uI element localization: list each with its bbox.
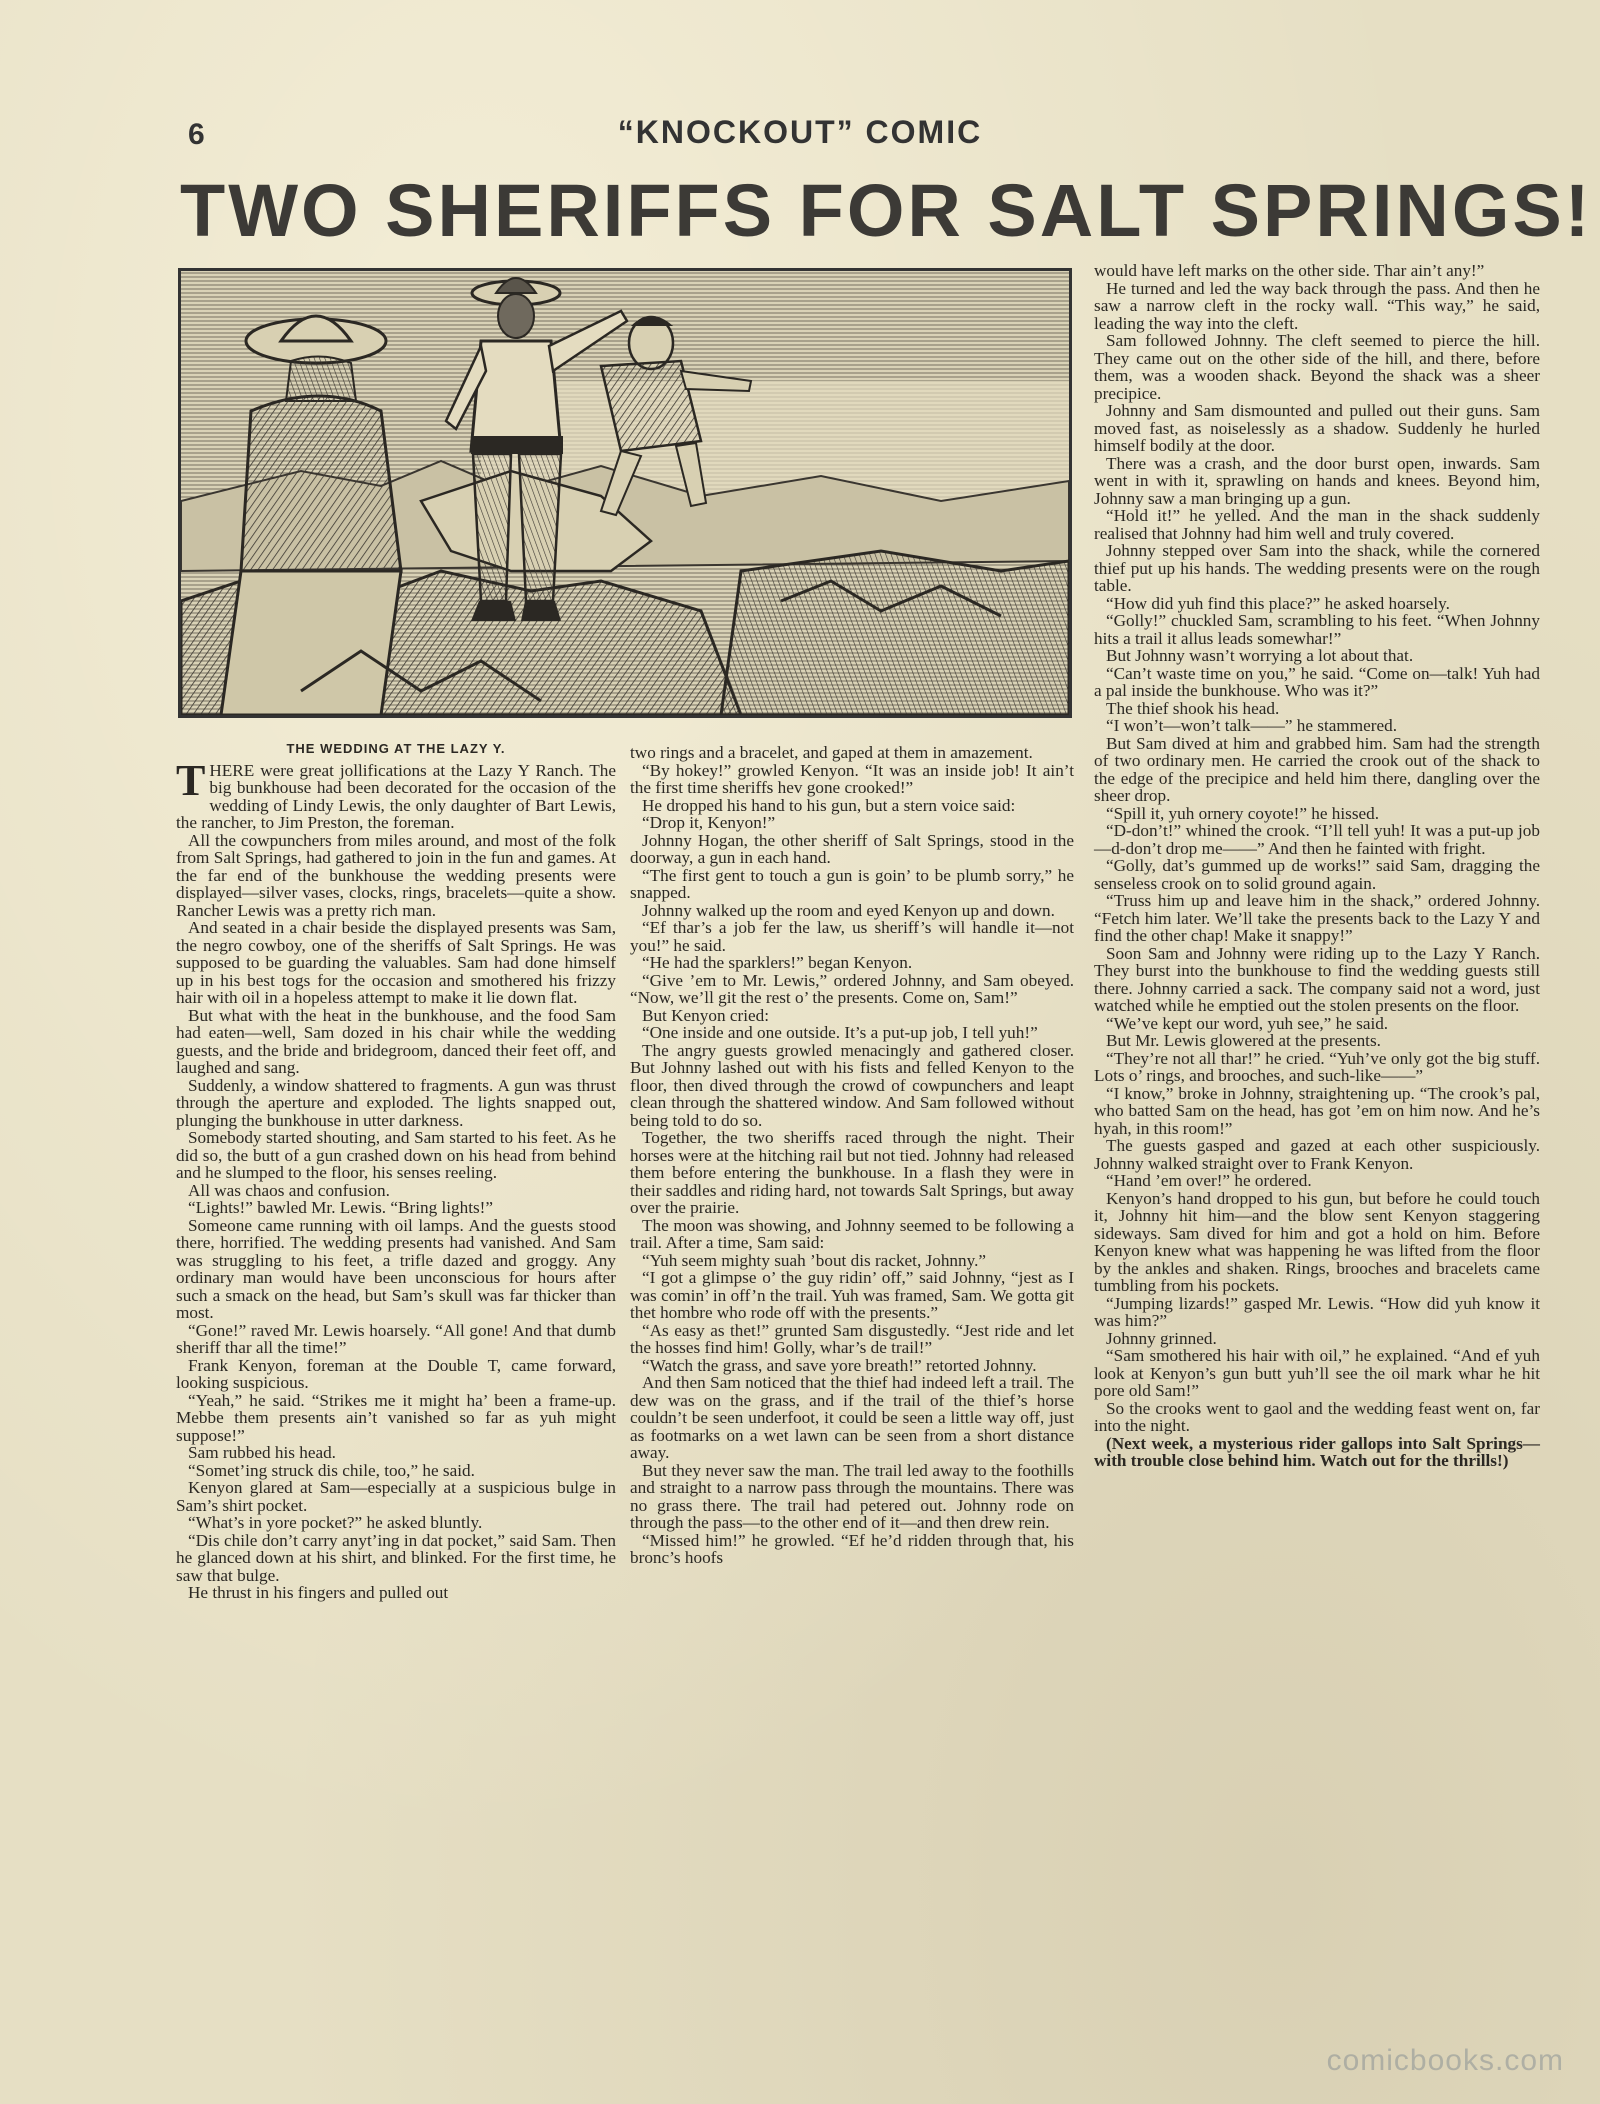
paragraph: “Yuh seem mighty suah ’bout dis racket, Johnny.” xyxy=(642,1250,986,1270)
paragraph: The thief shook his head. xyxy=(1106,698,1280,718)
paragraph: “By hokey!” growled Kenyon. “It was an inside job! It ain’t the first time sheriffs hev gone crooked!” xyxy=(630,760,1074,797)
paragraph: “Somet’ing struck dis chile, too,” he said. xyxy=(188,1460,475,1480)
page-number: 6 xyxy=(188,118,205,151)
paragraph: “I got a glimpse o’ the guy ridin’ off,” said Johnny, “jest as I was comin’ in off’n the trail. Yuh was framed, Sam. We gotta git thet hombre who rode off with the presents.” xyxy=(630,1268,1074,1322)
paragraph: “Watch the grass, and save yore breath!” retorted Johnny. xyxy=(642,1355,1037,1375)
paragraph: “Ef thar’s a job fer the law, us sheriff’s will handle it—not you!” he said. xyxy=(630,918,1074,955)
paragraph: He dropped his hand to his gun, but a stern voice said: xyxy=(642,795,1016,815)
paragraph: “Can’t waste time on you,” he said. “Come on—talk! Yuh had a pal inside the bunkhouse. Who was it?” xyxy=(1094,663,1540,700)
paragraph: “Spill it, yuh ornery coyote!” he hissed. xyxy=(1106,803,1380,823)
paragraph: Frank Kenyon, foreman at the Double T, came forward, looking suspicious. xyxy=(176,1355,616,1392)
paragraph: would have left marks on the other side. Thar ain’t any!” xyxy=(1094,261,1485,280)
paragraph: “We’ve kept our word, yuh see,” he said. xyxy=(1106,1013,1389,1033)
paragraph: Kenyon glared at Sam—especially at a suspicious bulge in Sam’s shirt pocket. xyxy=(176,1478,616,1515)
paragraph: Sam rubbed his head. xyxy=(188,1443,336,1462)
paragraph: “The first gent to touch a gun is goin’ to be plumb sorry,” he snapped. xyxy=(630,865,1074,902)
paragraph: But Sam dived at him and grabbed him. Sam had the strength of two ordinary men. He carried the crook out of the shack to the edge of the precipice and held him there, dangling over the sheer drop. xyxy=(1094,733,1540,805)
paragraph: “Gone!” raved Mr. Lewis hoarsely. “All gone! And that dumb sheriff thar all the time!” xyxy=(176,1320,616,1357)
running-head: “KNOCKOUT” COMIC xyxy=(617,114,983,150)
paragraph: There was a crash, and the door burst open, inwards. Sam went in with it, sprawling on hands and knees. Beyond him, Johnny saw a man bringing up a gun. xyxy=(1094,453,1540,508)
paragraph: He thrust in his fingers and pulled out xyxy=(188,1583,449,1602)
paragraph: “Golly, dat’s gummed up de works!” said Sam, dragging the senseless crook on to solid ground again. xyxy=(1094,856,1540,893)
drop-cap: T xyxy=(176,755,206,805)
paragraph: Johnny grinned. xyxy=(1106,1328,1217,1348)
paragraph: Kenyon’s hand dropped to his gun, but before he could touch it, Johnny hit him—and the blow sent Kenyon staggering sideways. Sam dived for him and got a hold on him. Before Kenyon knew what was happening he was lifted from the floor by the ankles and shaken. Rings, brooches and bracelets came tumbling from his pockets. xyxy=(1094,1188,1540,1295)
paragraph: But what with the heat in the bunkhouse, and the food Sam had eaten—well, Sam dozed in his chair while the wedding guests, and the bride and bridegroom, danced their feet off, and laughed and sang. xyxy=(176,1005,616,1077)
next-week-teaser: (Next week, a mysterious rider gallops into Salt Springs—with trouble close behind him. Watch out for the thrills!) xyxy=(1094,1433,1540,1470)
paragraph: Together, the two sheriffs raced through the night. Their horses were at the hitching rail but not tied. Johnny had released them before entering the bunkhouse. In a flash they were in their saddles and riding hard, not towards Salt Springs, but away over the prairie. xyxy=(630,1128,1074,1217)
section-head: THE WEDDING AT THE LAZY Y. xyxy=(286,741,506,756)
paragraph: THERE were great jollifications at the Lazy Y Ranch. The big bunkhouse had been decorated for the occasion of the wedding of Lindy Lewis, the only daughter of Bart Lewis, the rancher, to Jim Preston, the foreman. xyxy=(176,755,616,832)
paragraph: “I know,” broke in Johnny, straightening up. “The crook’s pal, who batted Sam on the head, has got ’em on him now. And he’s hyah, in this room!” xyxy=(1094,1083,1540,1138)
paragraph: Johnny walked up the room and eyed Kenyon up and down. xyxy=(642,900,1055,920)
paragraph: “Give ’em to Mr. Lewis,” ordered Johnny, and Sam obeyed. “Now, we’ll git the rest o’ the presents. Come on, Sam!” xyxy=(630,970,1074,1007)
paragraph: Johnny Hogan, the other sheriff of Salt Springs, stood in the doorway, a gun in each hand. xyxy=(630,830,1074,867)
paragraph: “Sam smothered his hair with oil,” he explained. “And ef yuh look at Kenyon’s gun butt yuh’ll see the oil mark whar he hit pore old Sam!” xyxy=(1094,1346,1540,1400)
paragraph: “He had the sparklers!” began Kenyon. xyxy=(642,953,913,972)
paragraph: “Drop it, Kenyon!” xyxy=(642,813,776,832)
paragraph: But they never saw the man. The trail led away to the foothills and straight to a narrow pass through the mountains. There was no grass there. The trail had petered out. Johnny rode on through the pass—to the other end of it—and then drew rein. xyxy=(630,1460,1074,1532)
text-column-2 xyxy=(630,744,1074,1567)
paragraph: Someone came running with oil lamps. And the guests stood there, horrified. The wedding presents had vanished. And Sam was struggling to his feet, a trifle dazed and groggy. Any ordinary man would have been unconscious for hours after such a smack on the head, but Sam’s skull was far thicker than most. xyxy=(176,1215,616,1322)
story-headline: TWO SHERIFFS FOR SALT SPRINGS! xyxy=(180,169,1593,252)
paragraph: And seated in a chair beside the displayed presents was Sam, the negro cowboy, one of the sheriffs of Salt Springs. He was supposed to be guarding the valuables. Sam had done himself up in his best togs for the occasion and smothered his frizzy hair with oil in a hopeless attempt to make it lie down flat. xyxy=(176,918,616,1007)
paragraph: “Hold it!” he yelled. And the man in the shack suddenly realised that Johnny had him well and truly covered. xyxy=(1094,506,1540,543)
paragraph: “D-don’t!” whined the crook. “I’ll tell yuh! It was a put-up job—d-don’t drop me——” And then he fainted with fright. xyxy=(1094,821,1540,858)
paragraph: All was chaos and confusion. xyxy=(188,1180,390,1200)
paragraph: “Missed him!” he growled. “Ef he’d ridden through that, his bronc’s hoofs xyxy=(630,1530,1074,1567)
paragraph: two rings and a bracelet, and gaped at them in amazement. xyxy=(630,743,1033,762)
paragraph: So the crooks went to gaol and the wedding feast went on, far into the night. xyxy=(1094,1398,1540,1435)
paragraph: But Mr. Lewis glowered at the presents. xyxy=(1106,1031,1381,1050)
text-column-1 xyxy=(176,740,616,1602)
paragraph: “As easy as thet!” grunted Sam disgustedly. “Jest ride and let the hosses find him! Golly, whar’s de trail!” xyxy=(630,1320,1074,1357)
paragraph: But Kenyon cried: xyxy=(642,1005,769,1025)
paragraph: He turned and led the way back through the pass. And then he saw a narrow cleft in the rocky wall. “This way,” he said, leading the way into the cleft. xyxy=(1094,278,1540,333)
paragraph: And then Sam noticed that the thief had indeed left a trail. The dew was on the grass, and if the trail of the thief’s horse couldn’t be seen underfoot, it could be seen a little way off, just as footmarks on a wet lawn can be seen from a short distance away. xyxy=(630,1373,1074,1462)
paragraph: Suddenly, a window shattered to fragments. A gun was thrust through the aperture and exploded. The lights snapped out, plunging the bunkhouse in utter darkness. xyxy=(176,1075,616,1130)
paragraph: Somebody started shouting, and Sam started to his feet. As he did so, the butt of a gun crashed down on his head from behind and he slumped to the floor, his senses reeling. xyxy=(176,1128,616,1182)
paragraph: Johnny and Sam dismounted and pulled out their guns. Sam moved fast, as noiselessly as a shadow. Suddenly he hurled himself bodily at the door. xyxy=(1094,401,1540,455)
paragraph: “Lights!” bawled Mr. Lewis. “Bring lights!” xyxy=(188,1198,494,1217)
paragraph: “What’s in yore pocket?” he asked bluntly. xyxy=(188,1513,483,1532)
paragraph: The angry guests growled menacingly and gathered closer. But Johnny lashed out with his fists and felled Kenyon to the floor, then dived through the crowd of cowpunchers and leapt clean through the shattered window. And Sam followed without being told to do so. xyxy=(630,1040,1074,1130)
paragraph: Johnny stepped over Sam into the shack, while the cornered thief put up his hands. The wedding presents were on the rough table. xyxy=(1094,541,1540,595)
paragraph: “Truss him up and leave him in the shack,” ordered Johnny. “Fetch him later. We’ll take the presents back to the Lazy Y and find the other chap! Make it snappy!” xyxy=(1094,891,1540,945)
paragraph: “Golly!” chuckled Sam, scrambling to his feet. “When Johnny hits a trail it allus leads somewhar!” xyxy=(1094,611,1540,648)
watermark: comicbooks.com xyxy=(1326,2044,1564,2077)
paragraph: “Dis chile don’t carry anyt’ing in dat pocket,” said Sam. Then he glanced down at his shirt, and blinked. For the first time, he saw that bulge. xyxy=(176,1530,616,1585)
paragraph: Soon Sam and Johnny were riding up to the Lazy Y Ranch. They burst into the bunkhouse to find the wedding guests still there. Johnny carried a sack. The company said not a word, just watched while he emptied out the stolen presents on the floor. xyxy=(1094,943,1540,1015)
paragraph: “Hand ’em over!” he ordered. xyxy=(1106,1171,1312,1190)
paragraph: The guests gasped and gazed at each other suspiciously. Johnny walked straight over to Frank Kenyon. xyxy=(1094,1136,1540,1173)
paragraph: “Yeah,” he said. “Strikes me it might ha’ been a frame-up. Mebbe them presents ain’t vanished so far as yuh might suppose!” xyxy=(176,1390,616,1445)
paragraph: Sam followed Johnny. The cleft seemed to pierce the hill. They came out on the other side of the hill, and there, before them, was a wooden shack. Beyond the shack was a sheer precipice. xyxy=(1094,331,1540,403)
paragraph: All the cowpunchers from miles around, and most of the folk from Salt Springs, had gathered to join in the fun and games. At the far end of the bunkhouse the wedding presents were displayed—silver vases, clocks, rings, bracelets—quite a show. Rancher Lewis was a pretty rich man. xyxy=(176,830,616,920)
paragraph: “One inside and one outside. It’s a put-up job, I tell yuh!” xyxy=(642,1023,1038,1042)
paragraph: The moon was showing, and Johnny seemed to be following a trail. After a time, Sam said: xyxy=(630,1215,1074,1252)
paragraph: “How did yuh find this place?” he asked hoarsely. xyxy=(1106,593,1450,613)
paragraph: But Johnny wasn’t worrying a lot about that. xyxy=(1106,646,1414,665)
text-column-3 xyxy=(1094,262,1540,1470)
paragraph: “Jumping lizards!” gasped Mr. Lewis. “How did yuh know it was him?” xyxy=(1094,1293,1540,1330)
story-illustration xyxy=(178,268,1072,718)
paragraph: “I won’t—won’t talk——” he stammered. xyxy=(1106,716,1398,735)
paragraph: “They’re not all thar!” he cried. “Yuh’ve only got the big stuff. Lots o’ rings, and brooches, and such-like——” xyxy=(1094,1048,1540,1085)
